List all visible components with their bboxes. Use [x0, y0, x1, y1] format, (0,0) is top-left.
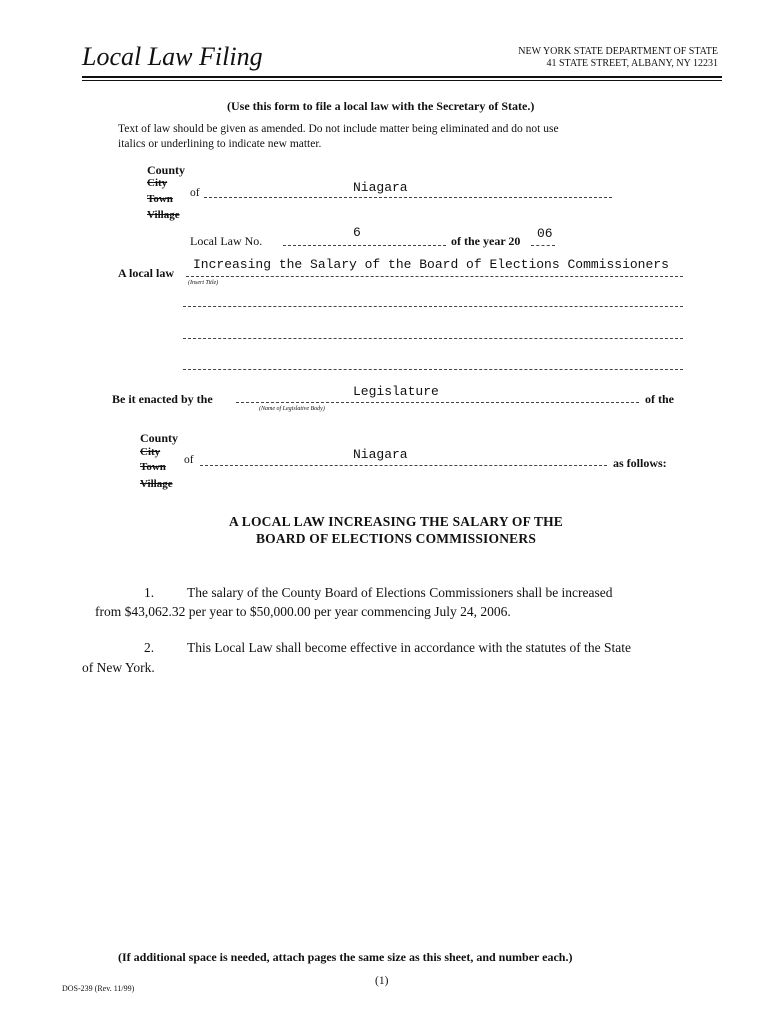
use-form-instruction: (Use this form to file a local law with the Secretary of State.) [227, 99, 535, 113]
legislative-body-line [236, 402, 639, 403]
department-street: 41 STATE STREET, ALBANY, NY 12231 [546, 58, 718, 69]
additional-space-note: (If additional space is needed, attach pages the same size as this sheet, and number each.) [118, 950, 573, 964]
county-label-2: County [140, 431, 179, 445]
municipality-name-line-2 [200, 465, 607, 466]
section-1-line-2: from $43,062.32 per year to $50,000.00 per year commencing July 24, 2006. [95, 604, 511, 619]
instruction-line-2: italics or underlining to indicate new matter. [118, 138, 322, 150]
year-value: 06 [537, 226, 553, 241]
year-line [531, 245, 555, 246]
title-line-4 [183, 369, 683, 370]
municipality-name-value: Niagara [353, 180, 408, 195]
header-rule-thin [82, 80, 722, 81]
section-2-number: 2. [144, 640, 155, 655]
municipality-name-value-2: Niagara [353, 447, 408, 462]
section-1-line-1: The salary of the County Board of Elections Commissioners shall be increased [187, 585, 613, 600]
town-struck-label: Town [147, 193, 173, 205]
year-label: of the year 20 [451, 234, 521, 248]
title-line-3 [183, 338, 683, 339]
insert-title-caption: (Insert Title) [188, 280, 219, 286]
title-line-1 [186, 276, 683, 277]
of-the-label: of the [645, 392, 674, 406]
city-struck-label-2: City [140, 446, 161, 458]
local-law-no-value: 6 [353, 225, 361, 240]
instruction-line-1: Text of law should be given as amended. Do not include matter being eliminated and do not use [118, 123, 559, 135]
section-1-number: 1. [144, 585, 155, 600]
form-title: Local Law Filing [82, 42, 263, 71]
of-label-2: of [184, 454, 194, 466]
local-law-no-line [283, 245, 446, 246]
local-law-title-label: A local law [118, 266, 174, 280]
section-2-line-2: of New York. [82, 660, 155, 675]
village-struck-label: Village [147, 209, 180, 221]
village-struck-label-2: Village [140, 478, 173, 490]
law-heading-line-2: BOARD OF ELECTIONS COMMISSIONERS [255, 531, 537, 546]
as-follows-label: as follows: [613, 456, 667, 470]
legislative-body-caption: (Name of Legislative Body) [259, 406, 325, 412]
legislative-body-value: Legislature [353, 384, 439, 399]
local-law-no-label: Local Law No. [190, 234, 263, 248]
local-law-title-value: Increasing the Salary of the Board of Elections Commissioners [193, 257, 669, 272]
header-rule [82, 76, 722, 78]
section-2-line-1: This Local Law shall become effective in accordance with the statutes of the State [187, 640, 631, 655]
department-address [518, 46, 718, 70]
form-id: DOS-239 (Rev. 11/99) [62, 984, 135, 993]
department-name: NEW YORK STATE DEPARTMENT OF STATE [518, 46, 718, 57]
title-line-2 [183, 306, 683, 307]
law-heading-line-1: A LOCAL LAW INCREASING THE SALARY OF THE [229, 514, 563, 529]
page-number: (1) [375, 975, 389, 987]
city-struck-label: City [147, 177, 168, 189]
enacted-by-label: Be it enacted by the [112, 392, 213, 406]
of-label: of [190, 187, 200, 199]
county-label: County [147, 163, 186, 177]
municipality-name-line [204, 197, 612, 198]
town-struck-label-2: Town [140, 461, 166, 473]
